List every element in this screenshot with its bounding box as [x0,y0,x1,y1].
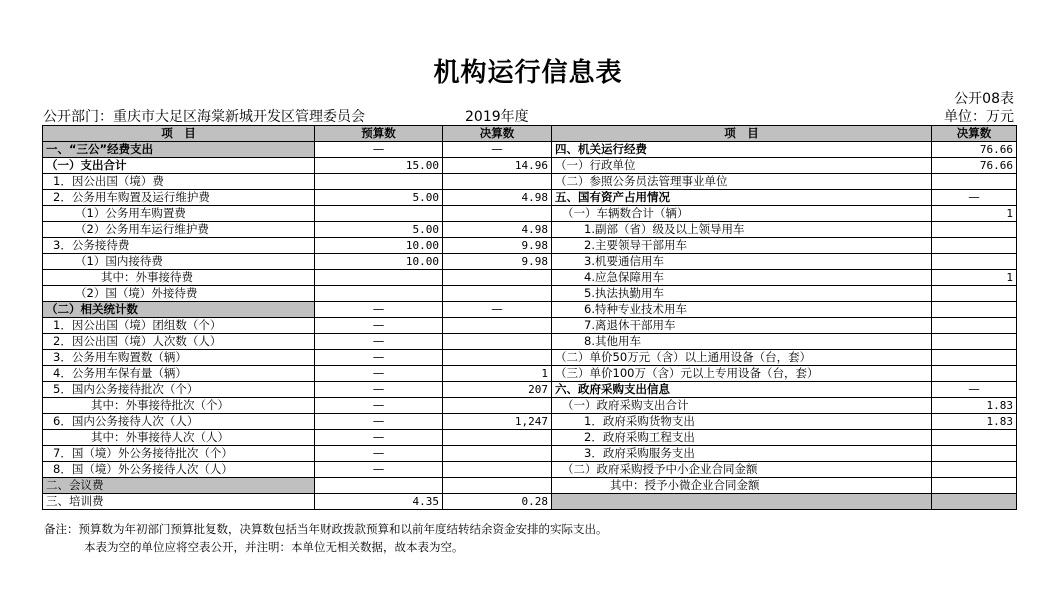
item-cell-right: 1．政府采购货物支出 [552,414,932,430]
actual-cell-right [932,462,1017,478]
header-item: 项 目 [43,126,315,142]
actual-cell: 9.98 [443,254,552,270]
actual-cell-right [932,318,1017,334]
table-row [43,350,1017,366]
table-row [43,238,1017,254]
item-cell-right: （一）行政单位 [552,158,932,174]
actual-cell-right [932,478,1017,494]
item-cell-right: 2.主要领导干部用车 [552,238,932,254]
item-cell-right: （二）政府采购授予中小企业合同金额 [552,462,932,478]
item-cell: （1）国内接待费 [43,254,315,270]
budget-cell [315,286,443,302]
item-cell-right: 六、政府采购支出信息 [552,382,932,398]
budget-cell [315,270,443,286]
table-row [43,334,1017,350]
table-row [43,478,1017,494]
item-cell-right: 2．政府采购工程支出 [552,430,932,446]
actual-cell [443,318,552,334]
header-actual-right: 决算数 [932,126,1017,142]
budget-cell: 10.00 [315,254,443,270]
actual-cell: — [443,302,552,318]
item-cell: 2．公务用车购置及运行维护费 [43,190,315,206]
actual-cell-right: 76.66 [932,142,1017,158]
budget-cell: — [315,446,443,462]
table-row [43,222,1017,238]
table-row [43,430,1017,446]
actual-cell-right: 1 [932,206,1017,222]
actual-cell: 1,247 [443,414,552,430]
actual-cell: 14.96 [443,158,552,174]
actual-cell [443,478,552,494]
table-row [43,302,1017,318]
item-cell-right [552,494,932,510]
department-label: 公开部门：重庆市大足区海棠新城开发区管理委员会 [43,109,365,125]
actual-cell-right [932,286,1017,302]
item-cell: 6．国内公务接待人次（人） [43,414,315,430]
item-cell: 其中：外事接待费 [43,270,315,286]
table-row [43,158,1017,174]
actual-cell [443,350,552,366]
actual-cell-right [932,334,1017,350]
item-cell-right: 3.机要通信用车 [552,254,932,270]
item-cell: 其中：外事接待人次（人） [43,430,315,446]
table-row [43,446,1017,462]
year-label: 2019年度 [465,109,529,125]
table-row [43,190,1017,206]
budget-cell: — [315,350,443,366]
table-row [43,270,1017,286]
item-cell-right: 其中：授予小微企业合同金额 [552,478,932,494]
budget-cell [315,174,443,190]
item-cell: 其中：外事接待批次（个） [43,398,315,414]
actual-cell [443,398,552,414]
actual-cell [443,270,552,286]
item-cell: 二、会议费 [43,478,315,494]
actual-cell-right [932,430,1017,446]
actual-cell [443,462,552,478]
budget-cell: — [315,302,443,318]
item-cell-right: （一）车辆数合计（辆） [552,206,932,222]
note-1: 备注：预算数为年初部门预算批复数，决算数包括当年财政拨款预算和以前年度结转结余资金安排的实际支出。 [44,522,608,536]
table-row [43,494,1017,510]
actual-cell-right [932,446,1017,462]
table-row [43,142,1017,158]
budget-cell: — [315,414,443,430]
item-cell-right: 6.特种专业技术用车 [552,302,932,318]
actual-cell [443,446,552,462]
item-cell: 三、培训费 [43,494,315,510]
note-2: 本表为空的单位应将空表公开，并注明：本单位无相关数据，故本表为空。 [84,540,464,554]
actual-cell [443,334,552,350]
actual-cell: 4.98 [443,222,552,238]
item-cell: （2）国（境）外接待费 [43,286,315,302]
budget-cell: 5.00 [315,222,443,238]
actual-cell: 207 [443,382,552,398]
header-budget: 预算数 [315,126,443,142]
actual-cell: 4.98 [443,190,552,206]
budget-cell: 5.00 [315,190,443,206]
item-cell: 5．国内公务接待批次（个） [43,382,315,398]
actual-cell-right [932,350,1017,366]
item-cell-right: 7.离退休干部用车 [552,318,932,334]
actual-cell [443,174,552,190]
actual-cell: 0.28 [443,494,552,510]
item-cell-right: 8.其他用车 [552,334,932,350]
table-row [43,382,1017,398]
budget-cell: — [315,318,443,334]
table-row [43,398,1017,414]
actual-cell-right: 1.83 [932,398,1017,414]
item-cell: 2．因公出国（境）人次数（人） [43,334,315,350]
item-cell: （1）公务用车购置费 [43,206,315,222]
item-cell-right: （二）单价50万元（含）以上通用设备（台，套） [552,350,932,366]
item-cell-right: （三）单价100万（含）元以上专用设备（台，套） [552,366,932,382]
budget-cell: — [315,398,443,414]
item-cell-right: 5.执法执勤用车 [552,286,932,302]
actual-cell-right [932,222,1017,238]
table-row [43,254,1017,270]
budget-cell [315,206,443,222]
item-cell: 3．公务用车购置数（辆） [43,350,315,366]
budget-cell: — [315,334,443,350]
table-row [43,174,1017,190]
notes [44,520,608,556]
item-cell-right: （一）政府采购支出合计 [552,398,932,414]
item-cell-right: 五、国有资产占用情况 [552,190,932,206]
item-cell: （一）支出合计 [43,158,315,174]
header-item-right: 项 目 [552,126,932,142]
budget-cell: — [315,462,443,478]
item-cell-right: 4.应急保障用车 [552,270,932,286]
item-cell-right: 3．政府采购服务支出 [552,446,932,462]
actual-cell-right: 1.83 [932,414,1017,430]
actual-cell [443,286,552,302]
actual-cell-right: 76.66 [932,158,1017,174]
actual-cell-right: — [932,190,1017,206]
actual-cell-right: 1 [932,270,1017,286]
table-row [43,206,1017,222]
budget-cell: 10.00 [315,238,443,254]
actual-cell [443,430,552,446]
table-row [43,462,1017,478]
budget-cell: — [315,142,443,158]
budget-cell: 4.35 [315,494,443,510]
item-cell-right: （二）参照公务员法管理事业单位 [552,174,932,190]
budget-cell: — [315,366,443,382]
item-cell: 一、“三公”经费支出 [43,142,315,158]
table-row [43,366,1017,382]
item-cell: （2）公务用车运行维护费 [43,222,315,238]
budget-cell: — [315,382,443,398]
page-title: 机构运行信息表 [433,58,623,88]
item-cell: 3．公务接待费 [43,238,315,254]
actual-cell: 1 [443,366,552,382]
table-row [43,414,1017,430]
operation-info-table [42,125,1017,510]
actual-cell-right: — [932,382,1017,398]
item-cell: 1．因公出国（境）团组数（个） [43,318,315,334]
actual-cell-right [932,366,1017,382]
item-cell: 7．国（境）外公务接待批次（个） [43,446,315,462]
item-cell-right: 四、机关运行经费 [552,142,932,158]
header-actual: 决算数 [443,126,552,142]
item-cell: 4．公务用车保有量（辆） [43,366,315,382]
budget-cell: — [315,430,443,446]
table-row [43,318,1017,334]
budget-cell [315,478,443,494]
actual-cell: — [443,142,552,158]
actual-cell [443,206,552,222]
item-cell: 8．国（境）外公务接待人次（人） [43,462,315,478]
form-number: 公开08表 [954,91,1014,107]
actual-cell-right [932,174,1017,190]
actual-cell-right [932,254,1017,270]
item-cell: （二）相关统计数 [43,302,315,318]
table-row [43,286,1017,302]
item-cell: 1．因公出国（境）费 [43,174,315,190]
unit-label: 单位：万元 [944,109,1014,125]
budget-cell: 15.00 [315,158,443,174]
item-cell-right: 1.副部（省）级及以上领导用车 [552,222,932,238]
actual-cell-right [932,302,1017,318]
actual-cell-right [932,494,1017,510]
actual-cell: 9.98 [443,238,552,254]
actual-cell-right [932,238,1017,254]
